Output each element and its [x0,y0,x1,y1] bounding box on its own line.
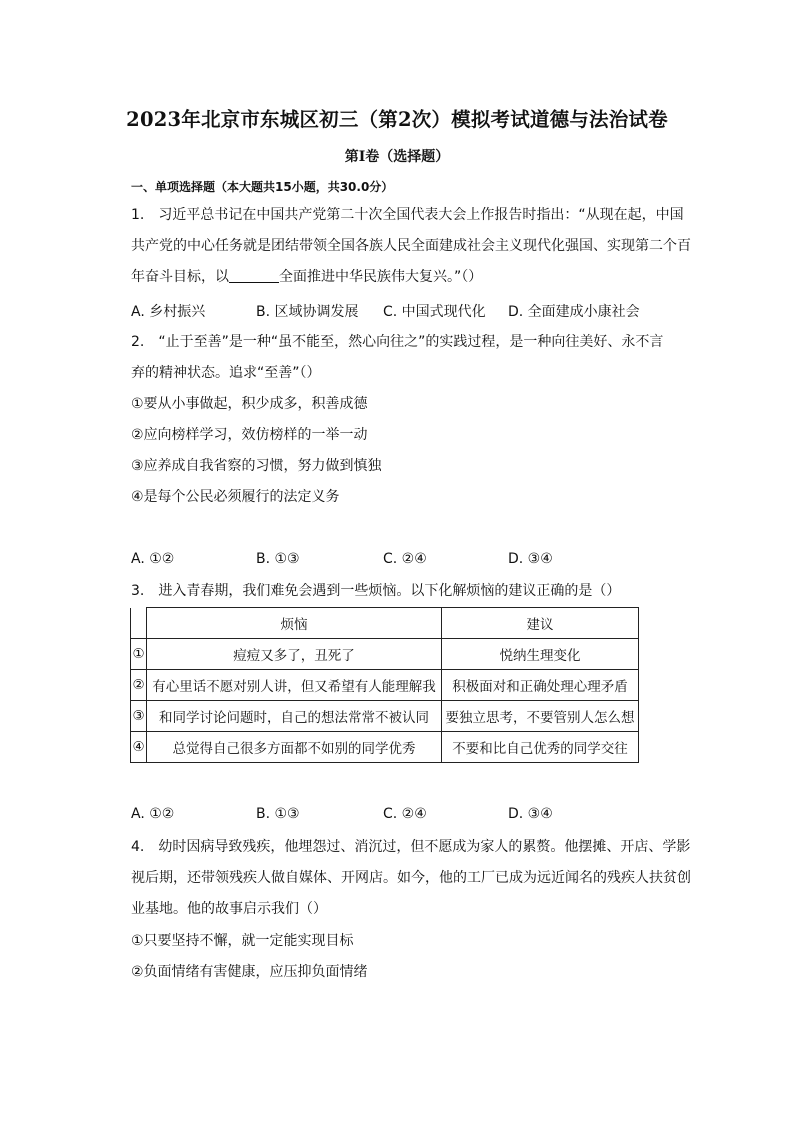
q2-option-b: B. ①③ [256,551,300,567]
q2-item-4: ④是每个公民必须履行的法定义务 [131,489,340,505]
trouble-advice-table [130,607,639,763]
q1-option-c: C. 中国式现代化 [383,304,486,320]
q1-option-a: A. 乡村振兴 [131,304,206,320]
q2-item-3: ③应养成自我省察的习惯，努力做到慎独 [131,458,382,474]
advice-cell: 不要和比自己优秀的同学交往 [442,732,639,763]
q2-item-2: ②应向榜样学习，效仿榜样的一举一动 [131,427,368,443]
table-row [131,701,639,732]
q1-line3 [131,268,482,286]
q3-option-c: C. ②④ [383,806,427,822]
q4-item-2: ②负面情绪有害健康，应压抑负面情绪 [131,964,368,980]
q4-item-1: ①只要坚持不懈，就一定能实现目标 [131,933,354,949]
row-number: ② [131,670,147,701]
q1-line1: 1. 习近平总书记在中国共产党第二十次全国代表大会上作报告时指出：“从现在起，中国 [131,207,684,223]
table-row [131,639,639,670]
q1-option-d: D. 全面建成小康社会 [508,304,640,320]
exam-subtitle: 第I卷（选择题） [344,149,450,165]
q1-line2: 共产党的中心任务就是团结带领全国各族人民全面建成社会主义现代化强国、实现第二个百 [131,238,691,254]
exam-title: 2023年北京市东城区初三（第2次）模拟考试道德与法治试卷 [126,108,668,131]
advice-cell: 悦纳生理变化 [442,639,639,670]
row-number: ④ [131,732,147,763]
table-row [131,670,639,701]
advice-cell: 要独立思考，不要管别人怎么想 [442,701,639,732]
answer-blank [229,268,279,283]
table-row [131,732,639,763]
table-header-advice: 建议 [442,608,639,639]
table-header-trouble: 烦恼 [147,608,442,639]
trouble-cell: 有心里话不愿对别人讲，但又希望有人能理解我 [147,670,442,701]
trouble-cell: 和同学讨论问题时，自己的想法常常不被认同 [147,701,442,732]
table-header-row [131,608,639,639]
q2-line2: 弃的精神状态。追求“至善”（） [131,365,321,381]
q2-item-1: ①要从小事做起，积少成多，积善成德 [131,396,368,412]
q3-option-b: B. ①③ [256,806,300,822]
q4-line3: 业基地。他的故事启示我们（） [131,901,327,917]
q3-option-d: D. ③④ [508,806,553,822]
q1-option-b: B. 区域协调发展 [256,304,359,320]
trouble-cell: 痘痘又多了，丑死了 [147,639,442,670]
row-number: ① [131,639,147,670]
q4-line2: 视后期，还带领残疾人做自媒体、开网店。如今，他的工厂已成为远近闻名的残疾人扶贫创 [131,870,691,886]
q1-line3-start: 年奋斗目标，以 [131,269,229,285]
q3-line1: 3. 进入青春期，我们难免会遇到一些烦恼。以下化解烦恼的建议正确的是（） [131,583,621,599]
q2-option-d: D. ③④ [508,551,553,567]
q4-line1: 4. 幼时因病导致残疾，他埋怨过、消沉过，但不愿成为家人的累赘。他摆摊、开店、学影 [131,839,691,855]
section-heading: 一、单项选择题（本大题共15小题，共30.0分） [131,180,394,194]
q2-option-c: C. ②④ [383,551,427,567]
q3-option-a: A. ①② [131,806,175,822]
q2-option-a: A. ①② [131,551,175,567]
trouble-cell: 总觉得自己很多方面都不如别的同学优秀 [147,732,442,763]
q1-line3-end: 全面推进中华民族伟大复兴。”（） [279,269,483,285]
advice-cell: 积极面对和正确处理心理矛盾 [442,670,639,701]
row-number: ③ [131,701,147,732]
table-corner-cell [131,608,147,639]
q2-line1: 2. “止于至善”是一种“虽不能至，然心向往之”的实践过程，是一种向往美好、永不言 [131,334,664,350]
